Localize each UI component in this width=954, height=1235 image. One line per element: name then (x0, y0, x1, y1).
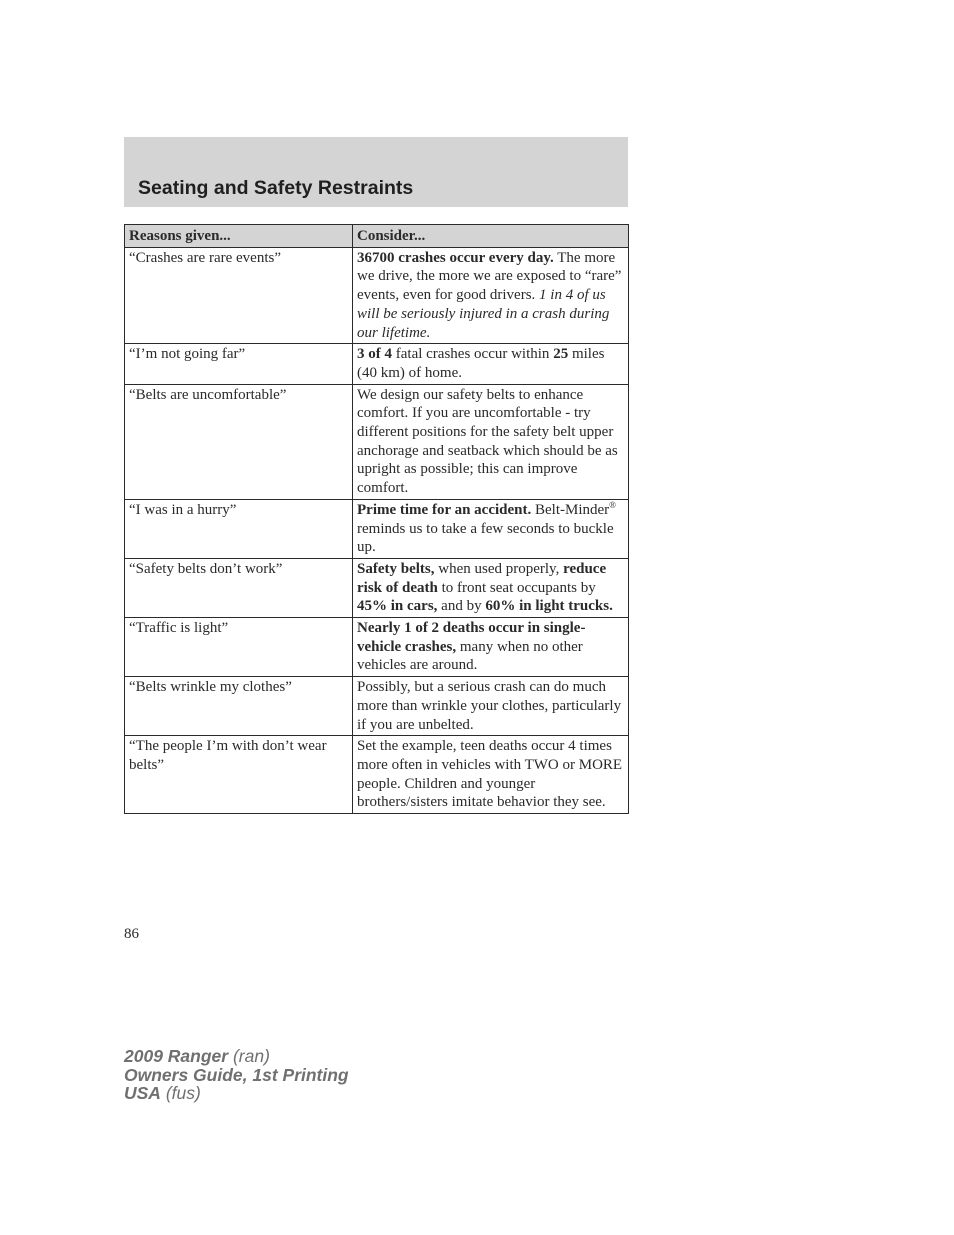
consider-cell (353, 384, 629, 499)
table-row (125, 344, 629, 384)
reason-cell: “Belts are uncomfortable” (125, 384, 353, 499)
consider-text-segment: miles (40 km) of home. (357, 346, 605, 381)
consider-text-segment: reminds us to take a few seconds to buckle up. (357, 520, 614, 556)
table-header-row (125, 225, 629, 248)
consider-text-segment: 25 (553, 346, 569, 363)
footer-region-code: (fus) (160, 1083, 201, 1103)
consider-text-segment: Nearly 1 of 2 deaths occur in single-vehicle crashes, (357, 620, 586, 655)
consider-text-segment: The more we drive, the more we are exposed to “rare” events, even for good drivers. (357, 249, 622, 304)
reason-cell: “Belts wrinkle my clothes” (125, 677, 353, 736)
table-row (125, 247, 629, 344)
consider-cell (353, 344, 629, 384)
footer-guide: Owners Guide, 1st Printing (124, 1064, 349, 1085)
footer-model: 2009 Ranger (124, 1046, 229, 1066)
table-body (125, 247, 629, 813)
reason-cell: “I was in a hurry” (125, 499, 353, 558)
consider-text-segment: 1 in 4 of us will be seriously injured in a crash during our lifetime. (357, 287, 610, 341)
column-header-consider: Consider... (353, 225, 629, 248)
reasons-table (124, 224, 629, 814)
column-header-reasons: Reasons given... (125, 225, 353, 248)
table-row (125, 618, 629, 677)
footer-line-model (124, 1047, 349, 1066)
consider-text-segment: fatal crashes occur within (392, 346, 554, 363)
consider-text-segment: 45% in cars, (357, 598, 438, 615)
section-header-band (124, 137, 628, 207)
consider-text-segment: Safety belts, (357, 560, 435, 577)
consider-text-segment: 3 of 4 (357, 346, 392, 363)
consider-text-segment: 36700 crashes occur every day. (357, 249, 554, 266)
consider-text-segment: many when no other vehicles are around. (357, 638, 583, 674)
consider-text-segment: Possibly, but a serious crash can do much more than wrinkle your clothes, particularly if you are unbelted. (357, 679, 622, 733)
table-row (125, 736, 629, 814)
reason-cell: “Traffic is light” (125, 618, 353, 677)
page-number: 86 (124, 926, 139, 942)
reason-cell: “Crashes are rare events” (125, 247, 353, 344)
consider-cell (353, 558, 629, 617)
consider-text-segment: ® (609, 499, 617, 510)
consider-cell (353, 677, 629, 736)
table-row (125, 384, 629, 499)
consider-text-segment: to front seat occupants by (437, 579, 596, 596)
document-footer (124, 1047, 349, 1103)
consider-text-segment: We design our safety belts to enhance comfort. If you are uncomfortable - try different positions for the safety belt upper anchorage and seatback which should be as upright as possible; this can improve comfort. (357, 386, 618, 497)
table-row (125, 558, 629, 617)
consider-text-segment: and by (437, 598, 486, 615)
reason-cell: “The people I’m with don’t wear belts” (125, 736, 353, 814)
reason-cell: “Safety belts don’t work” (125, 558, 353, 617)
consider-text-segment: 60% in light trucks. (485, 598, 613, 615)
consider-cell (353, 499, 629, 558)
table-row (125, 499, 629, 558)
footer-line-region (124, 1084, 349, 1103)
footer-region: USA (124, 1083, 161, 1103)
consider-cell (353, 247, 629, 344)
footer-model-code: (ran) (228, 1046, 270, 1066)
consider-text-segment: reduce risk of death (357, 560, 607, 596)
table-row (125, 677, 629, 736)
consider-cell (353, 618, 629, 677)
consider-text-segment: Prime time for an accident. (357, 501, 532, 518)
consider-text-segment: Set the example, teen deaths occur 4 times more often in vehicles with TWO or MORE people. Children and younger brothers/sisters imitate behavior they see. (357, 738, 623, 811)
consider-text-segment: when used properly, (434, 560, 564, 577)
footer-line-guide (124, 1066, 349, 1085)
consider-cell (353, 736, 629, 814)
consider-text-segment: Belt-Minder (531, 501, 610, 518)
reason-cell: “I’m not going far” (125, 344, 353, 384)
section-title: Seating and Safety Restraints (138, 177, 414, 199)
